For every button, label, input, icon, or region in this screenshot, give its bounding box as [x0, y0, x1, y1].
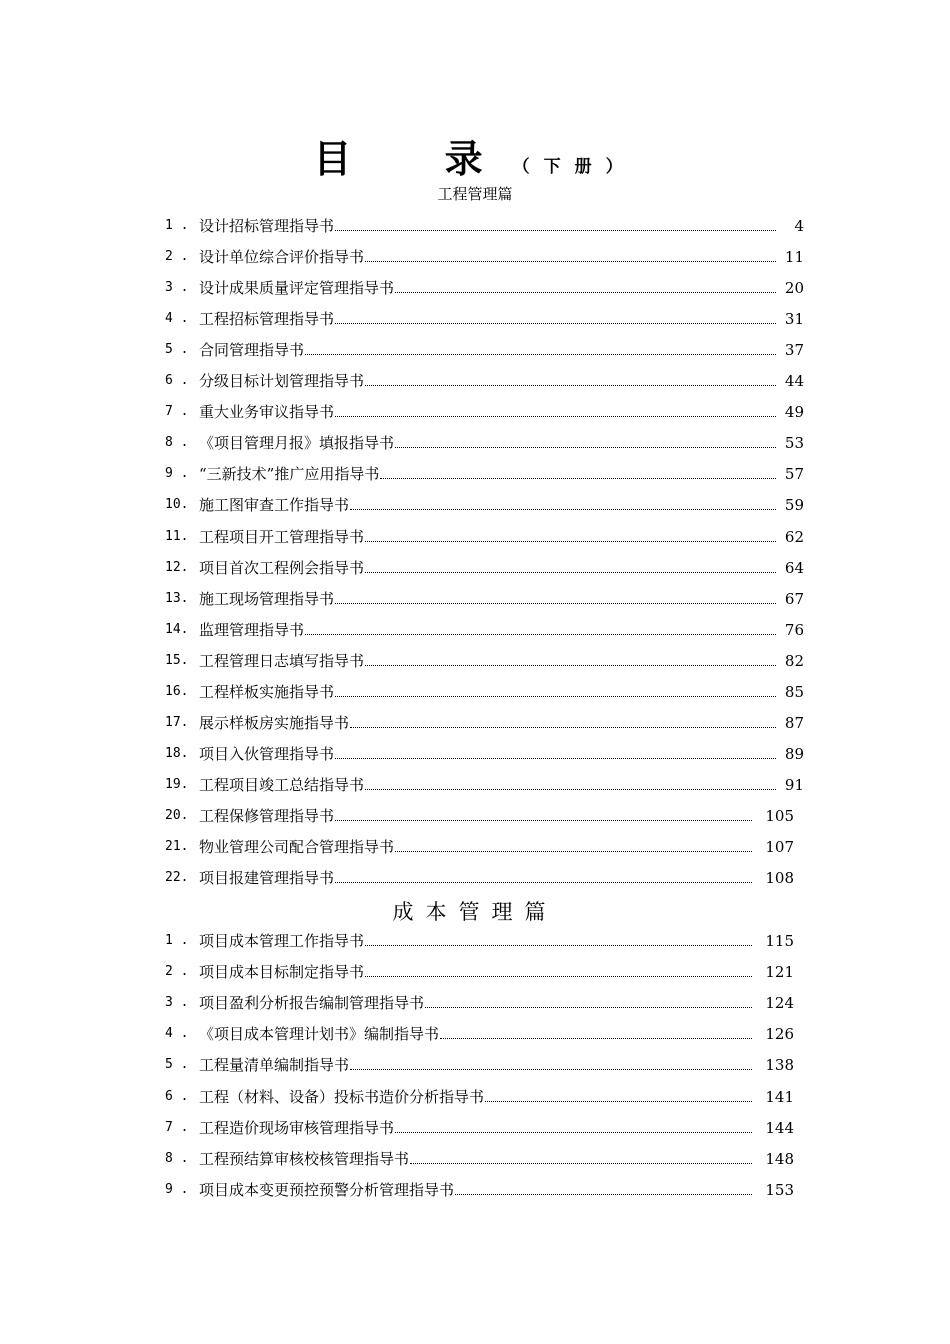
toc-entry [165, 1176, 794, 1200]
section-heading-engineering: 工程管理篇 [437, 185, 513, 203]
section-heading-cost: 成本管理篇 [392, 900, 558, 924]
toc-entry-title: 物业管理公司配合管理指导书 [199, 838, 395, 856]
toc-entry-title: 项目成本目标制定指导书 [199, 963, 365, 982]
toc-entry [165, 678, 804, 702]
toc-entry-title: 工程项目开工管理指导书 [199, 527, 365, 546]
dot-leader [425, 1007, 752, 1008]
toc-entry-number: 14. [165, 621, 189, 637]
toc-entry-title: 《项目成本管理计划书》编制指导书 [199, 1025, 440, 1044]
toc-entry [165, 367, 804, 391]
toc-entry-page: 126 [765, 1025, 794, 1044]
dot-leader [440, 1038, 752, 1039]
toc-entry [165, 647, 804, 671]
toc-entry-title: 工程保修管理指导书 [199, 806, 335, 825]
toc-entry-title: 工程造价现场审核管理指导书 [199, 1118, 395, 1137]
title-sub: （下册） [512, 157, 637, 177]
toc-entry-number: 6 . [165, 1088, 189, 1104]
toc-entry-title: 项目盈利分析报告编制管理指导书 [199, 994, 425, 1013]
toc-entry-number: 4 . [165, 1026, 189, 1042]
toc-entry [165, 958, 794, 982]
dot-leader [380, 478, 776, 479]
toc-entry [165, 1083, 794, 1107]
toc-entry [165, 864, 794, 888]
toc-entry-page: 153 [765, 1180, 794, 1199]
toc-entry-page: 62 [784, 527, 804, 546]
toc-entry [165, 616, 804, 640]
dot-leader [365, 572, 776, 573]
toc-entry-page: 115 [765, 932, 794, 950]
toc-entry-page: 59 [784, 496, 804, 515]
dot-leader [395, 447, 776, 448]
toc-entry-number: 10. [165, 497, 189, 513]
toc-entry-page: 89 [784, 744, 804, 763]
toc-entry-page: 31 [784, 310, 804, 329]
dot-leader [365, 665, 776, 666]
toc-entry [165, 336, 804, 360]
toc-entry-number: 1 . [165, 933, 189, 948]
toc-entry-number: 3 . [165, 280, 189, 296]
toc-entry [165, 212, 804, 236]
toc-entry-number: 15. [165, 652, 189, 668]
toc-entry-page: 85 [784, 682, 804, 701]
toc-entry-page: 124 [765, 994, 794, 1013]
toc-entry-title: 设计单位综合评价指导书 [199, 248, 365, 267]
dot-leader [395, 1132, 752, 1133]
toc-entry [165, 1051, 794, 1075]
toc-entry-title: 项目首次工程例会指导书 [199, 558, 365, 577]
toc-entry-number: 3 . [165, 995, 189, 1011]
dot-leader [485, 1101, 752, 1102]
toc-entry [165, 740, 804, 764]
dot-leader [335, 696, 776, 697]
toc-entry-title: 施工现场管理指导书 [199, 589, 335, 608]
toc-entry-number: 2 . [165, 964, 189, 980]
toc-entry [165, 1114, 794, 1138]
toc-entry-page: 4 [794, 217, 804, 235]
toc-entry-title: 工程预结算审核校核管理指导书 [199, 1149, 410, 1168]
toc-entry-number: 4 . [165, 311, 189, 327]
toc-entry-page: 49 [784, 403, 804, 422]
dot-leader [335, 230, 776, 231]
dot-leader [335, 603, 776, 604]
toc-entry-page: 141 [765, 1087, 794, 1106]
dot-leader [350, 1069, 752, 1070]
dot-leader [395, 851, 752, 852]
toc-entry-number: 13. [165, 590, 189, 606]
dot-leader [305, 354, 776, 355]
toc-entry-page: 87 [784, 713, 804, 732]
toc-entry-number: 22. [165, 870, 189, 886]
toc-entry-number: 9 . [165, 1181, 189, 1197]
toc-entry-number: 7 . [165, 1119, 189, 1135]
toc-entry-title: “三新技术”推广应用指导书 [199, 465, 380, 484]
dot-leader [335, 758, 776, 759]
toc-entry-title: 工程样板实施指导书 [199, 682, 335, 701]
toc-entry-number: 8 . [165, 1150, 189, 1166]
toc-entry [165, 1145, 794, 1169]
dot-leader [365, 945, 752, 946]
toc-entry-title: 工程量清单编制指导书 [199, 1056, 350, 1075]
toc-entry-title: 工程（材料、设备）投标书造价分析指导书 [199, 1087, 485, 1106]
dot-leader [305, 634, 776, 635]
toc-entry [165, 243, 804, 267]
document-title [0, 128, 950, 183]
toc-entry [165, 585, 804, 609]
toc-entry-number: 19. [165, 776, 189, 792]
toc-entry [165, 927, 794, 951]
toc-entry-title: 施工图审查工作指导书 [199, 496, 350, 515]
toc-entry [165, 274, 804, 298]
dot-leader [365, 541, 776, 542]
toc-entry-number: 1 . [165, 218, 189, 233]
dot-leader [395, 292, 776, 293]
dot-leader [335, 820, 752, 821]
toc-entry-title: 工程项目竣工总结指导书 [199, 775, 365, 794]
toc-entry-number: 7 . [165, 404, 189, 420]
toc-entry-page: 148 [765, 1149, 794, 1168]
toc-entry [165, 523, 804, 547]
toc-entry-page: 44 [784, 372, 804, 391]
toc-entry-number: 17. [165, 714, 189, 730]
toc-entry-page: 67 [784, 589, 804, 608]
dot-leader [335, 323, 776, 324]
toc-entry-number: 8 . [165, 435, 189, 451]
toc-entry-title: 分级目标计划管理指导书 [199, 372, 365, 391]
dot-leader [335, 416, 776, 417]
toc-entry-title: 设计招标管理指导书 [199, 217, 335, 235]
dot-leader [335, 882, 752, 883]
toc-entry-page: 91 [784, 775, 804, 794]
toc-entry-title: 项目成本管理工作指导书 [199, 932, 365, 950]
dot-leader [455, 1194, 752, 1195]
toc-entry-number: 20. [165, 807, 189, 823]
toc-entry-page: 105 [765, 806, 794, 825]
toc-entry-number: 11. [165, 528, 189, 544]
dot-leader [365, 976, 752, 977]
toc-entry-page: 57 [784, 465, 804, 484]
toc-entry [165, 989, 794, 1013]
toc-entry-number: 12. [165, 559, 189, 575]
toc-entry-page: 82 [784, 651, 804, 670]
toc-entry-title: 项目成本变更预控预警分析管理指导书 [199, 1180, 455, 1199]
toc-entry [165, 1020, 794, 1044]
toc-entry-title: 设计成果质量评定管理指导书 [199, 279, 395, 298]
dot-leader [365, 385, 776, 386]
toc-entry-page: 64 [784, 558, 804, 577]
toc-entry-title: 项目入伙管理指导书 [199, 744, 335, 763]
toc-entry [165, 305, 804, 329]
toc-entry-page: 11 [784, 248, 804, 267]
toc-entry-title: 监理管理指导书 [199, 620, 305, 639]
toc-entry-number: 2 . [165, 249, 189, 265]
toc-entry [165, 771, 804, 795]
toc-entry-title: 工程招标管理指导书 [199, 310, 335, 329]
toc-entry [165, 802, 794, 826]
dot-leader [410, 1163, 752, 1164]
toc-entry-page: 138 [765, 1056, 794, 1075]
toc-entry-number: 5 . [165, 1057, 189, 1073]
dot-leader [365, 261, 776, 262]
toc-entry [165, 398, 804, 422]
toc-entry-page: 53 [784, 434, 804, 453]
toc-entry-title: 工程管理日志填写指导书 [199, 651, 365, 670]
toc-entry-page: 20 [784, 279, 804, 298]
title-main: 目 录 [313, 136, 523, 181]
toc-entry-page: 37 [784, 341, 804, 360]
toc-entry-page: 107 [765, 838, 794, 856]
toc-entry-number: 21. [165, 839, 189, 854]
dot-leader [350, 727, 776, 728]
toc-entry-title: 重大业务审议指导书 [199, 403, 335, 422]
toc-entry-number: 6 . [165, 373, 189, 389]
dot-leader [365, 789, 776, 790]
toc-entry-page: 76 [784, 620, 804, 639]
toc-entry-number: 16. [165, 683, 189, 699]
toc-entry-number: 5 . [165, 342, 189, 358]
toc-entry-page: 108 [765, 869, 794, 888]
toc-entry [165, 460, 804, 484]
toc-entry-page: 121 [765, 963, 794, 982]
toc-entry-number: 18. [165, 745, 189, 761]
toc-entry-page: 144 [765, 1118, 794, 1137]
toc-entry-title: 展示样板房实施指导书 [199, 713, 350, 732]
toc-entry-title: 《项目管理月报》填报指导书 [199, 434, 395, 453]
toc-entry-title: 合同管理指导书 [199, 341, 305, 360]
toc-entry-number: 9 . [165, 466, 189, 482]
toc-entry-title: 项目报建管理指导书 [199, 869, 335, 888]
toc-entry [165, 429, 804, 453]
dot-leader [350, 509, 776, 510]
toc-entry [165, 491, 804, 515]
toc-entry [165, 833, 794, 857]
toc-entry [165, 554, 804, 578]
toc-entry [165, 709, 804, 733]
